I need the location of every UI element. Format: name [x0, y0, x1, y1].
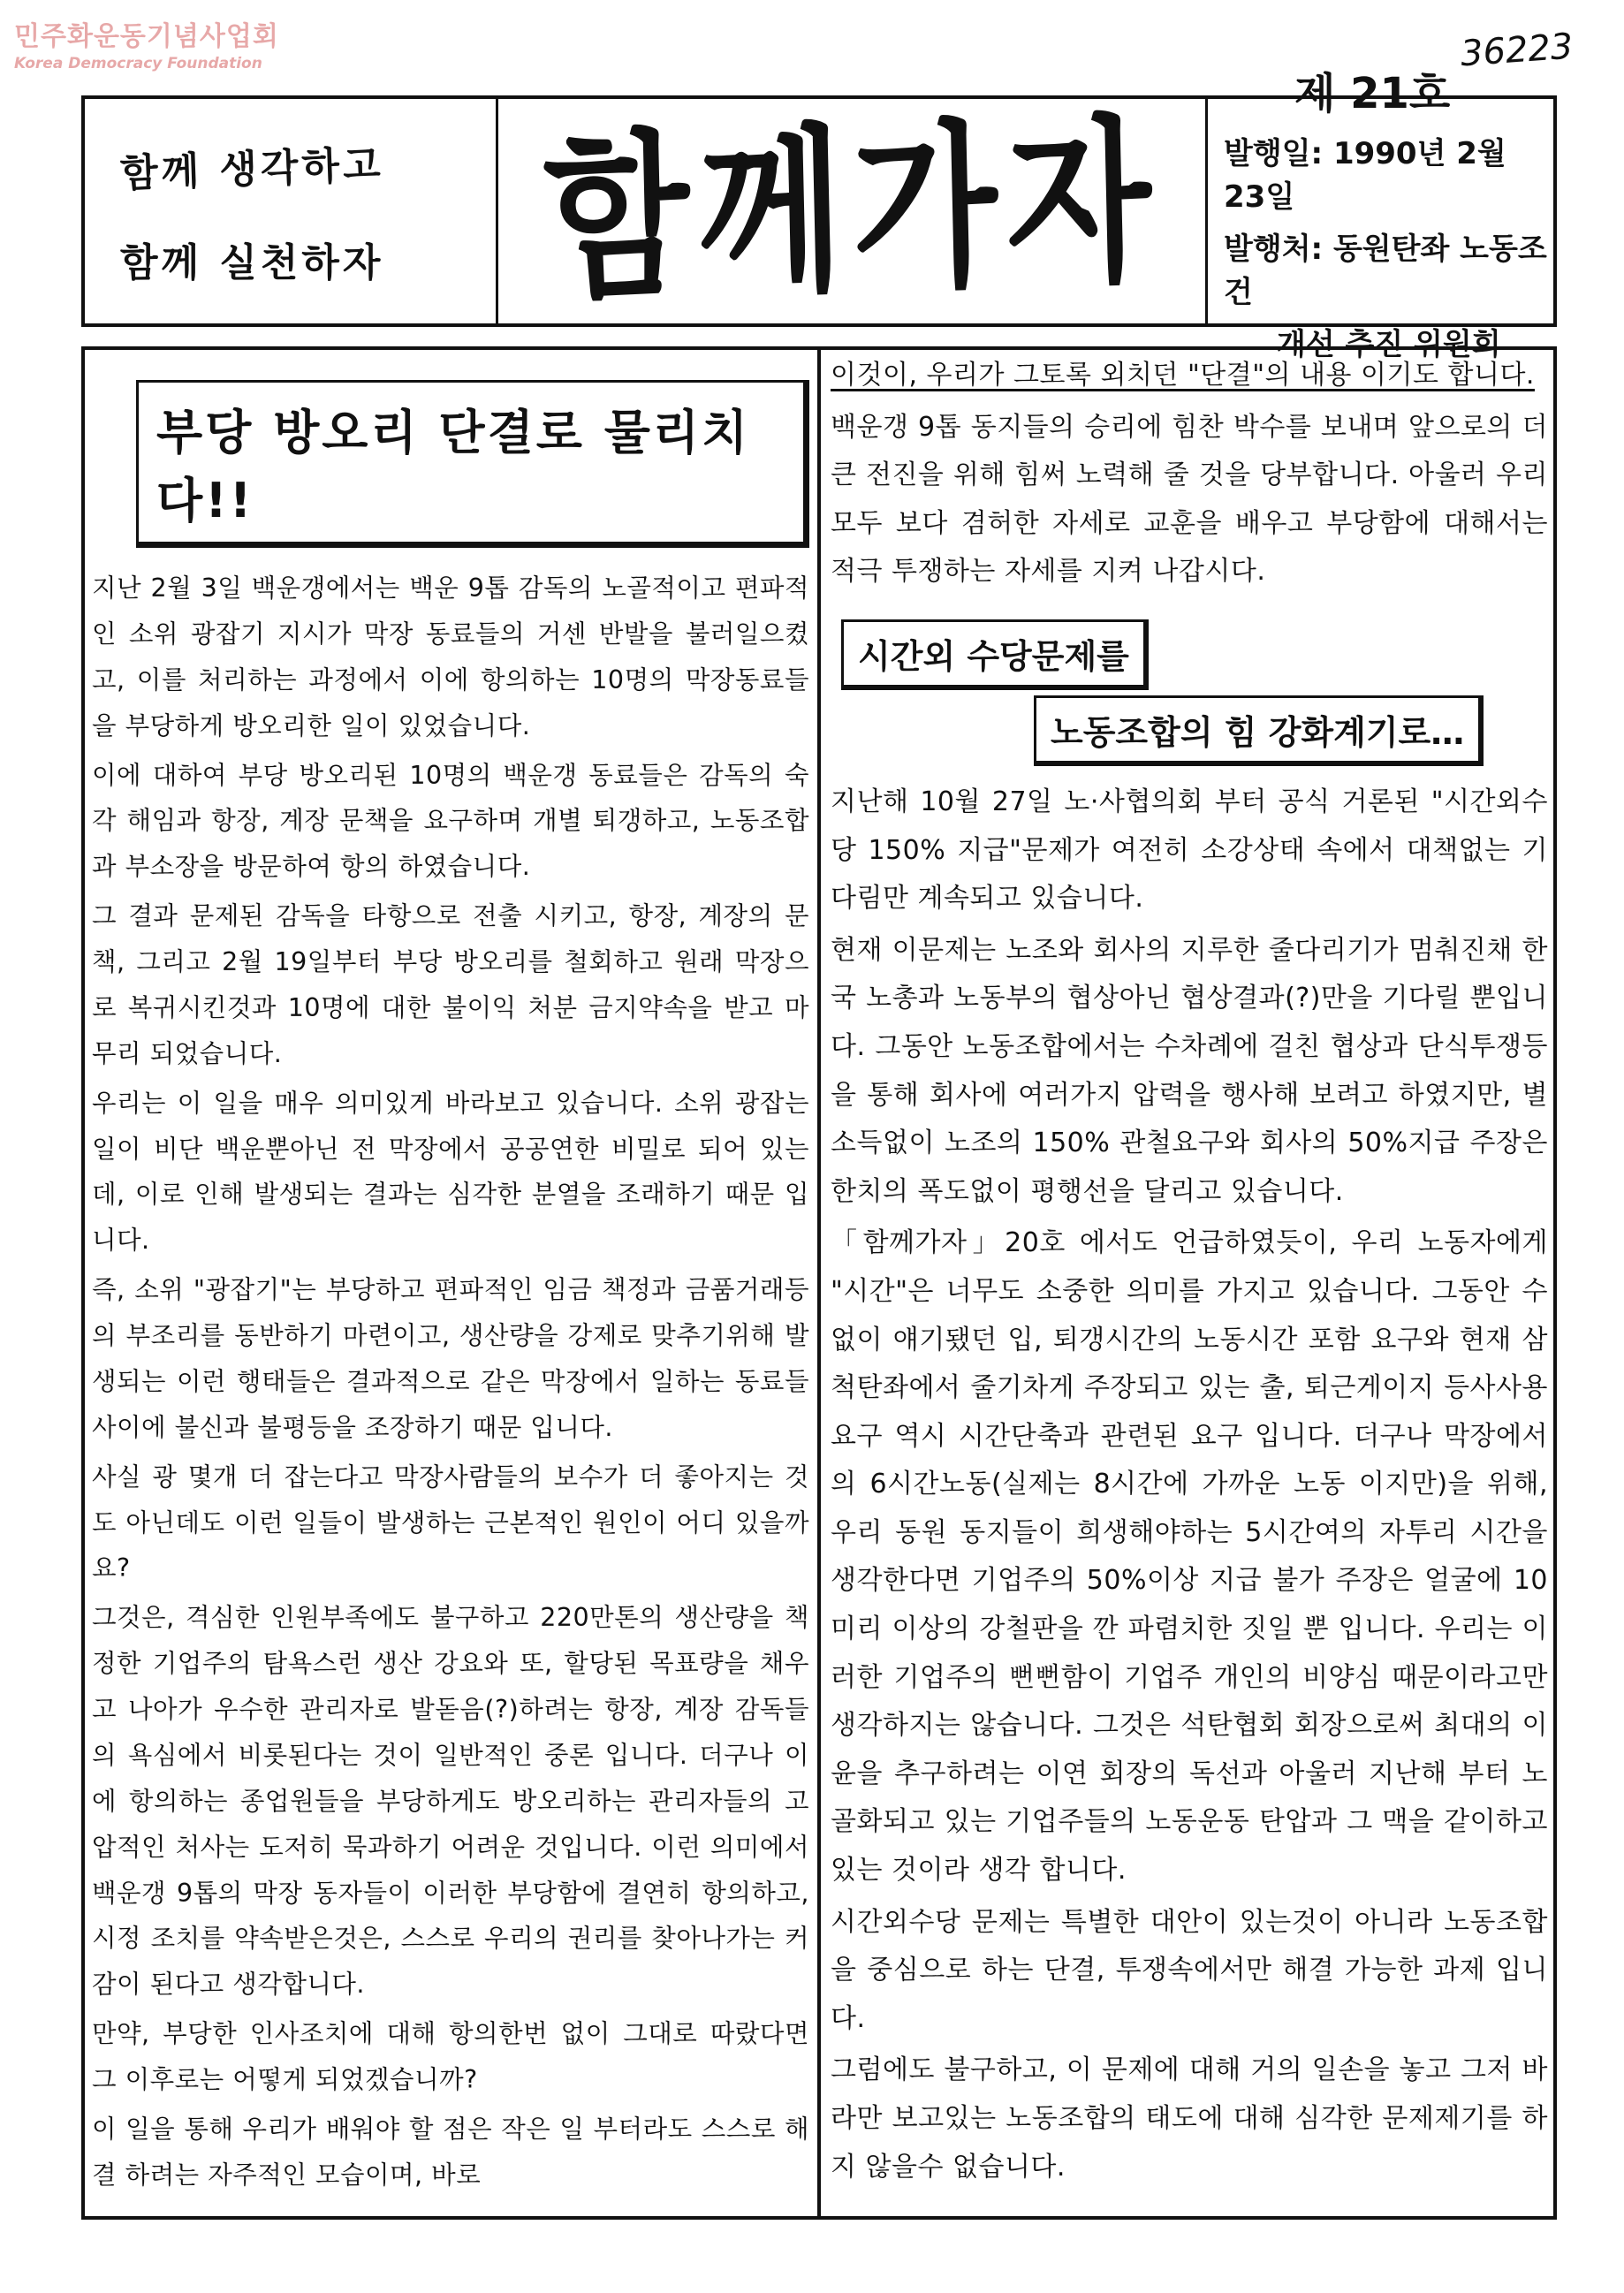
column-divider — [817, 346, 821, 2220]
article1-paragraph-2: 이에 대하여 부당 방오리된 10명의 백운갱 동료들은 감독의 숙각 해임과 항장, 계장 문책을 요구하며 개별 퇴갱하고, 노동조합과 부소장을 방문하여 항의 하였습니다. — [92, 760, 809, 882]
watermark-english: Korea Democracy Foundation — [14, 55, 262, 72]
watermark — [14, 14, 279, 72]
article1-paragraph-4: 우리는 이 일을 매우 의미있게 바라보고 있습니다. 소위 광잡는 일이 비단 백운뿐아닌 전 막장에서 공공연한 비밀로 되어 있는데, 이로 인해 발생되는 결과는 심각한 분열을 조래하기 때문 입니다. — [92, 1088, 809, 1256]
newsletter-title: 함께가자 — [542, 98, 1162, 324]
article2-headline-line-2: 노동조합의 힘 강화계기로… — [1034, 695, 1484, 766]
document-number: 36223 — [1459, 26, 1575, 75]
publisher-line-1: 발행처: 동원탄좌 노동조건 — [1224, 232, 1547, 310]
article2-paragraph-3: 「함께가자」20호 에서도 언급하였듯이, 우리 노동자에게 "시간"은 너무도 소중한 의미를 가지고 있습니다. 그동안 수없이 얘기됐던 입, 퇴갱시간의 노동시간 포함 요구와 현재 삼척탄좌에서 줄기차게 주장되고 있는 출, 퇴근게이지 등사사용 요구 역시 시간단축과 관련된 요구 입니다. 더구나 막장에서의 6시간노동(실제는 8시간에 가까운 노동 이지만)을 위해, 우리 동원 동지들이 희생해야하는 5시간여의 자투리 시간을 생각한다면 기업주의 50%이상 지급 불가 주장은 얼굴에 10미리 이상의 강철판을 깐 파렴치한 짓일 뿐 입니다. 우리는 이러한 기업주의 뻔뻔함이 기업주 개인의 비양심 때문이라고만 생각하지는 않습니다. 그것은 석탄협회 회장으로써 최대의 이윤을 추구하려는 이연 회장의 독선과 아울러 지난해 부터 노골화되고 있는 기업주들의 노동운동 탄압과 그 맥을 같이하고 있는 것이라 생각 합니다. — [831, 1227, 1548, 1887]
article1-headline: 부당 방오리 단결로 물리치다!! — [136, 380, 809, 548]
slogan-line-2: 함께 실천하자 — [120, 240, 384, 285]
left-column — [92, 352, 809, 2202]
slogan-line-1: 함께 생각하고 — [119, 142, 385, 197]
article1-paragraph-3: 그 결과 문제된 감독을 타항으로 전출 시키고, 항장, 계장의 문책, 그리고 2월 19일부터 부당 방오리를 철회하고 원래 막장으로 복귀시킨것과 10명에 대한 불이익 처분 금지약속을 받고 마무리 되었습니다. — [92, 901, 809, 1068]
masthead-title-box — [498, 99, 1208, 323]
article1-paragraph-8: 만약, 부당한 인사조치에 대해 항의한번 없이 그대로 따랐다면 그 이후로는 어떻게 되었겠습니까? — [92, 2019, 809, 2094]
article1-paragraph-1: 지난 2월 3일 백운갱에서는 백운 9톱 감독의 노골적이고 편파적인 소위 광잡기 지시가 막장 동료들의 거센 반발을 불러일으켰고, 이를 처리하는 과정에서 이에 항의하는 10명의 막장동료들을 부당하게 방오리한 일이 있었습니다. — [92, 573, 809, 740]
issue-number: 제 21호 — [1294, 69, 1451, 118]
article2-paragraph-5: 그럼에도 불구하고, 이 문제에 대해 거의 일손을 놓고 그저 바라만 보고있는 노동조합의 태도에 대해 심각한 문제제기를 하지 않을수 없습니다. — [831, 2054, 1548, 2183]
watermark-korean: 민주화운동기념사업회 — [14, 21, 279, 52]
masthead — [81, 69, 1557, 362]
publish-date: 발행일: 1990년 2월 23일 — [1224, 136, 1506, 215]
right-column — [831, 352, 1548, 2195]
article2-paragraph-4: 시간외수당 문제는 특별한 대안이 있는것이 아니라 노동조합을 중심으로 하는 단결, 투쟁속에서만 해결 가능한 과제 입니다. — [831, 1906, 1548, 2034]
publisher-line-2: 개선 추진 위원회 — [1277, 327, 1501, 362]
masthead-slogan — [85, 99, 498, 323]
article1-paragraph-9: 이 일을 통해 우리가 배워야 할 점은 작은 일 부터라도 스스로 해결 하려는 자주적인 모습이며, 바로 — [92, 2114, 809, 2190]
article1-paragraph-5: 즉, 소위 "광잡기"는 부당하고 편파적인 임금 책정과 금품거래등의 부조리를 동반하기 마련이고, 생산량을 강제로 맞추기위해 발생되는 이런 행태들은 결과적으로 같은 막장에서 일하는 동료들 사이에 불신과 불평등을 조장하기 때문 입니다. — [92, 1275, 809, 1442]
article2-headline-line-1: 시간외 수당문제를 — [841, 619, 1149, 690]
article1-continued-1: 이것이, 우리가 그토록 외치던 "단결"의 내용 이기도 합니다. — [831, 360, 1535, 391]
masthead-info — [1208, 69, 1553, 362]
article1-continued-2: 백운갱 9톱 동지들의 승리에 힘찬 박수를 보내며 앞으로의 더 큰 전진을 위해 힘써 노력해 줄 것을 당부합니다. 아울러 우리 모두 보다 겸허한 자세로 교훈을 배우고 부당함에 대해서는 적극 투쟁하는 자세를 지켜 나갑시다. — [831, 411, 1548, 588]
article1-paragraph-7: 그것은, 격심한 인원부족에도 불구하고 220만톤의 생산량을 책정한 기업주의 탐욕스런 생산 강요와 또, 할당된 목표량을 채우고 나아가 우수한 관리자로 발돋음(?)하려는 항장, 계장 감독들의 욕심에서 비롯된다는 것이 일반적인 중론 입니다. 더구나 이에 항의하는 종업원들을 부당하게도 방오리하는 관리자들의 고압적인 처사는 도저히 묵과하기 어려운 것입니다. 이런 의미에서 백운갱 9톱의 막장 동자들이 이러한 부당함에 결연히 항의하고, 시정 조치를 약속받은것은, 스스로 우리의 권리를 찾아나가는 커감이 된다고 생각합니다. — [92, 1603, 809, 2000]
article1-paragraph-6: 사실 광 몇개 더 잡는다고 막장사람들의 보수가 더 좋아지는 것도 아닌데도 이런 일들이 발생하는 근본적인 원인이 어디 있을까요? — [92, 1462, 809, 1583]
article2-paragraph-1: 지난해 10월 27일 노·사협의회 부터 공식 거론된 "시간외수당 150% 지급"문제가 여전히 소강상태 속에서 대책없는 기다림만 계속되고 있습니다. — [831, 786, 1548, 915]
article2-paragraph-2: 현재 이문제는 노조와 회사의 지루한 줄다리기가 멈춰진채 한국 노총과 노동부의 협상아닌 협상결과(?)만을 기다릴 뿐입니다. 그동안 노동조합에서는 수차례에 걸친 협상과 단식투쟁등을 통해 회사에 여러가지 압력을 행사해 보려고 하였지만, 별 소득없이 노조의 150% 관철요구와 회사의 50%지급 주장은 한치의 폭도없이 평행선을 달리고 있습니다. — [831, 934, 1548, 1207]
